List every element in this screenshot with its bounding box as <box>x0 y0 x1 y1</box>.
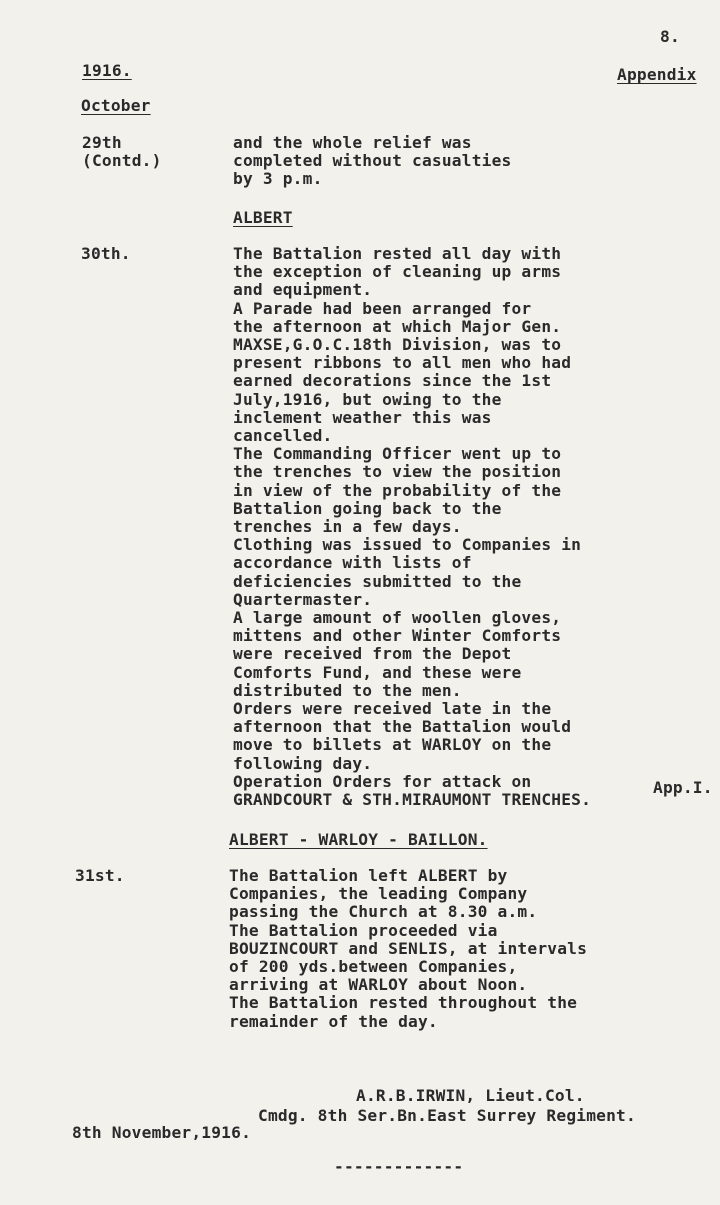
entry-line: Comforts Fund, and these were <box>233 662 522 682</box>
month-heading: October <box>81 96 151 115</box>
entry-line: arriving at WARLOY about Noon. <box>229 975 528 995</box>
entry-line: Battalion going back to the <box>233 498 502 518</box>
closing-rule: ------------- <box>334 1157 464 1176</box>
entry-line: The Battalion rested all day with <box>233 244 562 263</box>
entry-line: of 200 yds.between Companies, <box>229 957 518 977</box>
entry-text-29th <box>233 134 511 189</box>
entry-text-30th <box>233 245 591 809</box>
entry-line: trenches in a few days. <box>233 517 462 537</box>
entry-line: GRANDCOURT & STH.MIRAUMONT TRENCHES. <box>233 790 592 810</box>
entry-text-31st <box>229 867 587 1031</box>
entry-line: remainder of the day. <box>229 1011 438 1031</box>
entry-line: July,1916, but owing to the <box>233 389 502 409</box>
appendix-label: Appendix <box>617 65 697 84</box>
location-heading-albert: ALBERT <box>233 208 293 227</box>
entry-line: move to billets at WARLOY on the <box>233 735 552 755</box>
year-heading: 1916. <box>82 61 132 80</box>
entry-line: and equipment. <box>233 280 373 300</box>
entry-line: The Battalion rested throughout the <box>229 993 578 1013</box>
entry-date-continued: (Contd.) <box>82 151 162 170</box>
appendix-reference: App.I. <box>653 778 713 797</box>
entry-line: deficiencies submitted to the <box>233 571 522 591</box>
entry-line: following day. <box>233 753 373 773</box>
entry-line: The Commanding Officer went up to <box>233 444 562 464</box>
entry-line: inclement weather this was <box>233 407 492 427</box>
entry-date: 31st. <box>75 866 125 885</box>
signature-unit: Cmdg. 8th Ser.Bn.East Surrey Regiment. <box>258 1106 636 1125</box>
entry-line: BOUZINCOURT and SENLIS, at intervals <box>229 938 588 958</box>
entry-line: Quartermaster. <box>233 589 373 609</box>
entry-line: were received from the Depot <box>233 644 512 664</box>
entry-line: mittens and other Winter Comforts <box>233 626 562 646</box>
entry-line: accordance with lists of <box>233 553 472 573</box>
entry-line: Operation Orders for attack on <box>233 771 532 791</box>
date-signed: 8th November,1916. <box>72 1123 252 1142</box>
entry-line: The Battalion left ALBERT by <box>229 866 508 885</box>
entry-line: earned decorations since the 1st <box>233 371 552 391</box>
entry-line: the trenches to view the position <box>233 462 562 482</box>
entry-line: and the whole relief was <box>233 133 472 152</box>
entry-date: 30th. <box>81 244 131 263</box>
entry-line: The Battalion proceeded via <box>229 920 498 940</box>
entry-line: MAXSE,G.O.C.18th Division, was to <box>233 335 562 355</box>
entry-line: the exception of cleaning up arms <box>233 262 562 282</box>
entry-line: A Parade had been arranged for <box>233 298 532 318</box>
entry-line: present ribbons to all men who had <box>233 353 572 373</box>
entry-line: Orders were received late in the <box>233 699 552 719</box>
entry-line: distributed to the men. <box>233 680 462 700</box>
entry-line: by 3 p.m. <box>233 169 323 189</box>
entry-line: Clothing was issued to Companies in <box>233 535 582 555</box>
signature-name: A.R.B.IRWIN, Lieut.Col. <box>356 1086 585 1105</box>
entry-line: cancelled. <box>233 426 333 446</box>
location-heading-albert-warloy-baillon: ALBERT - WARLOY - BAILLON. <box>229 830 488 849</box>
entry-line: A large amount of woollen gloves, <box>233 608 562 628</box>
page-number: 8. <box>660 27 680 46</box>
entry-line: in view of the probability of the <box>233 480 562 500</box>
entry-line: afternoon that the Battalion would <box>233 717 572 737</box>
entry-line: Companies, the leading Company <box>229 884 528 904</box>
entry-date: 29th <box>82 133 122 152</box>
entry-line: passing the Church at 8.30 a.m. <box>229 902 538 922</box>
entry-line: completed without casualties <box>233 151 512 171</box>
entry-line: the afternoon at which Major Gen. <box>233 316 562 336</box>
